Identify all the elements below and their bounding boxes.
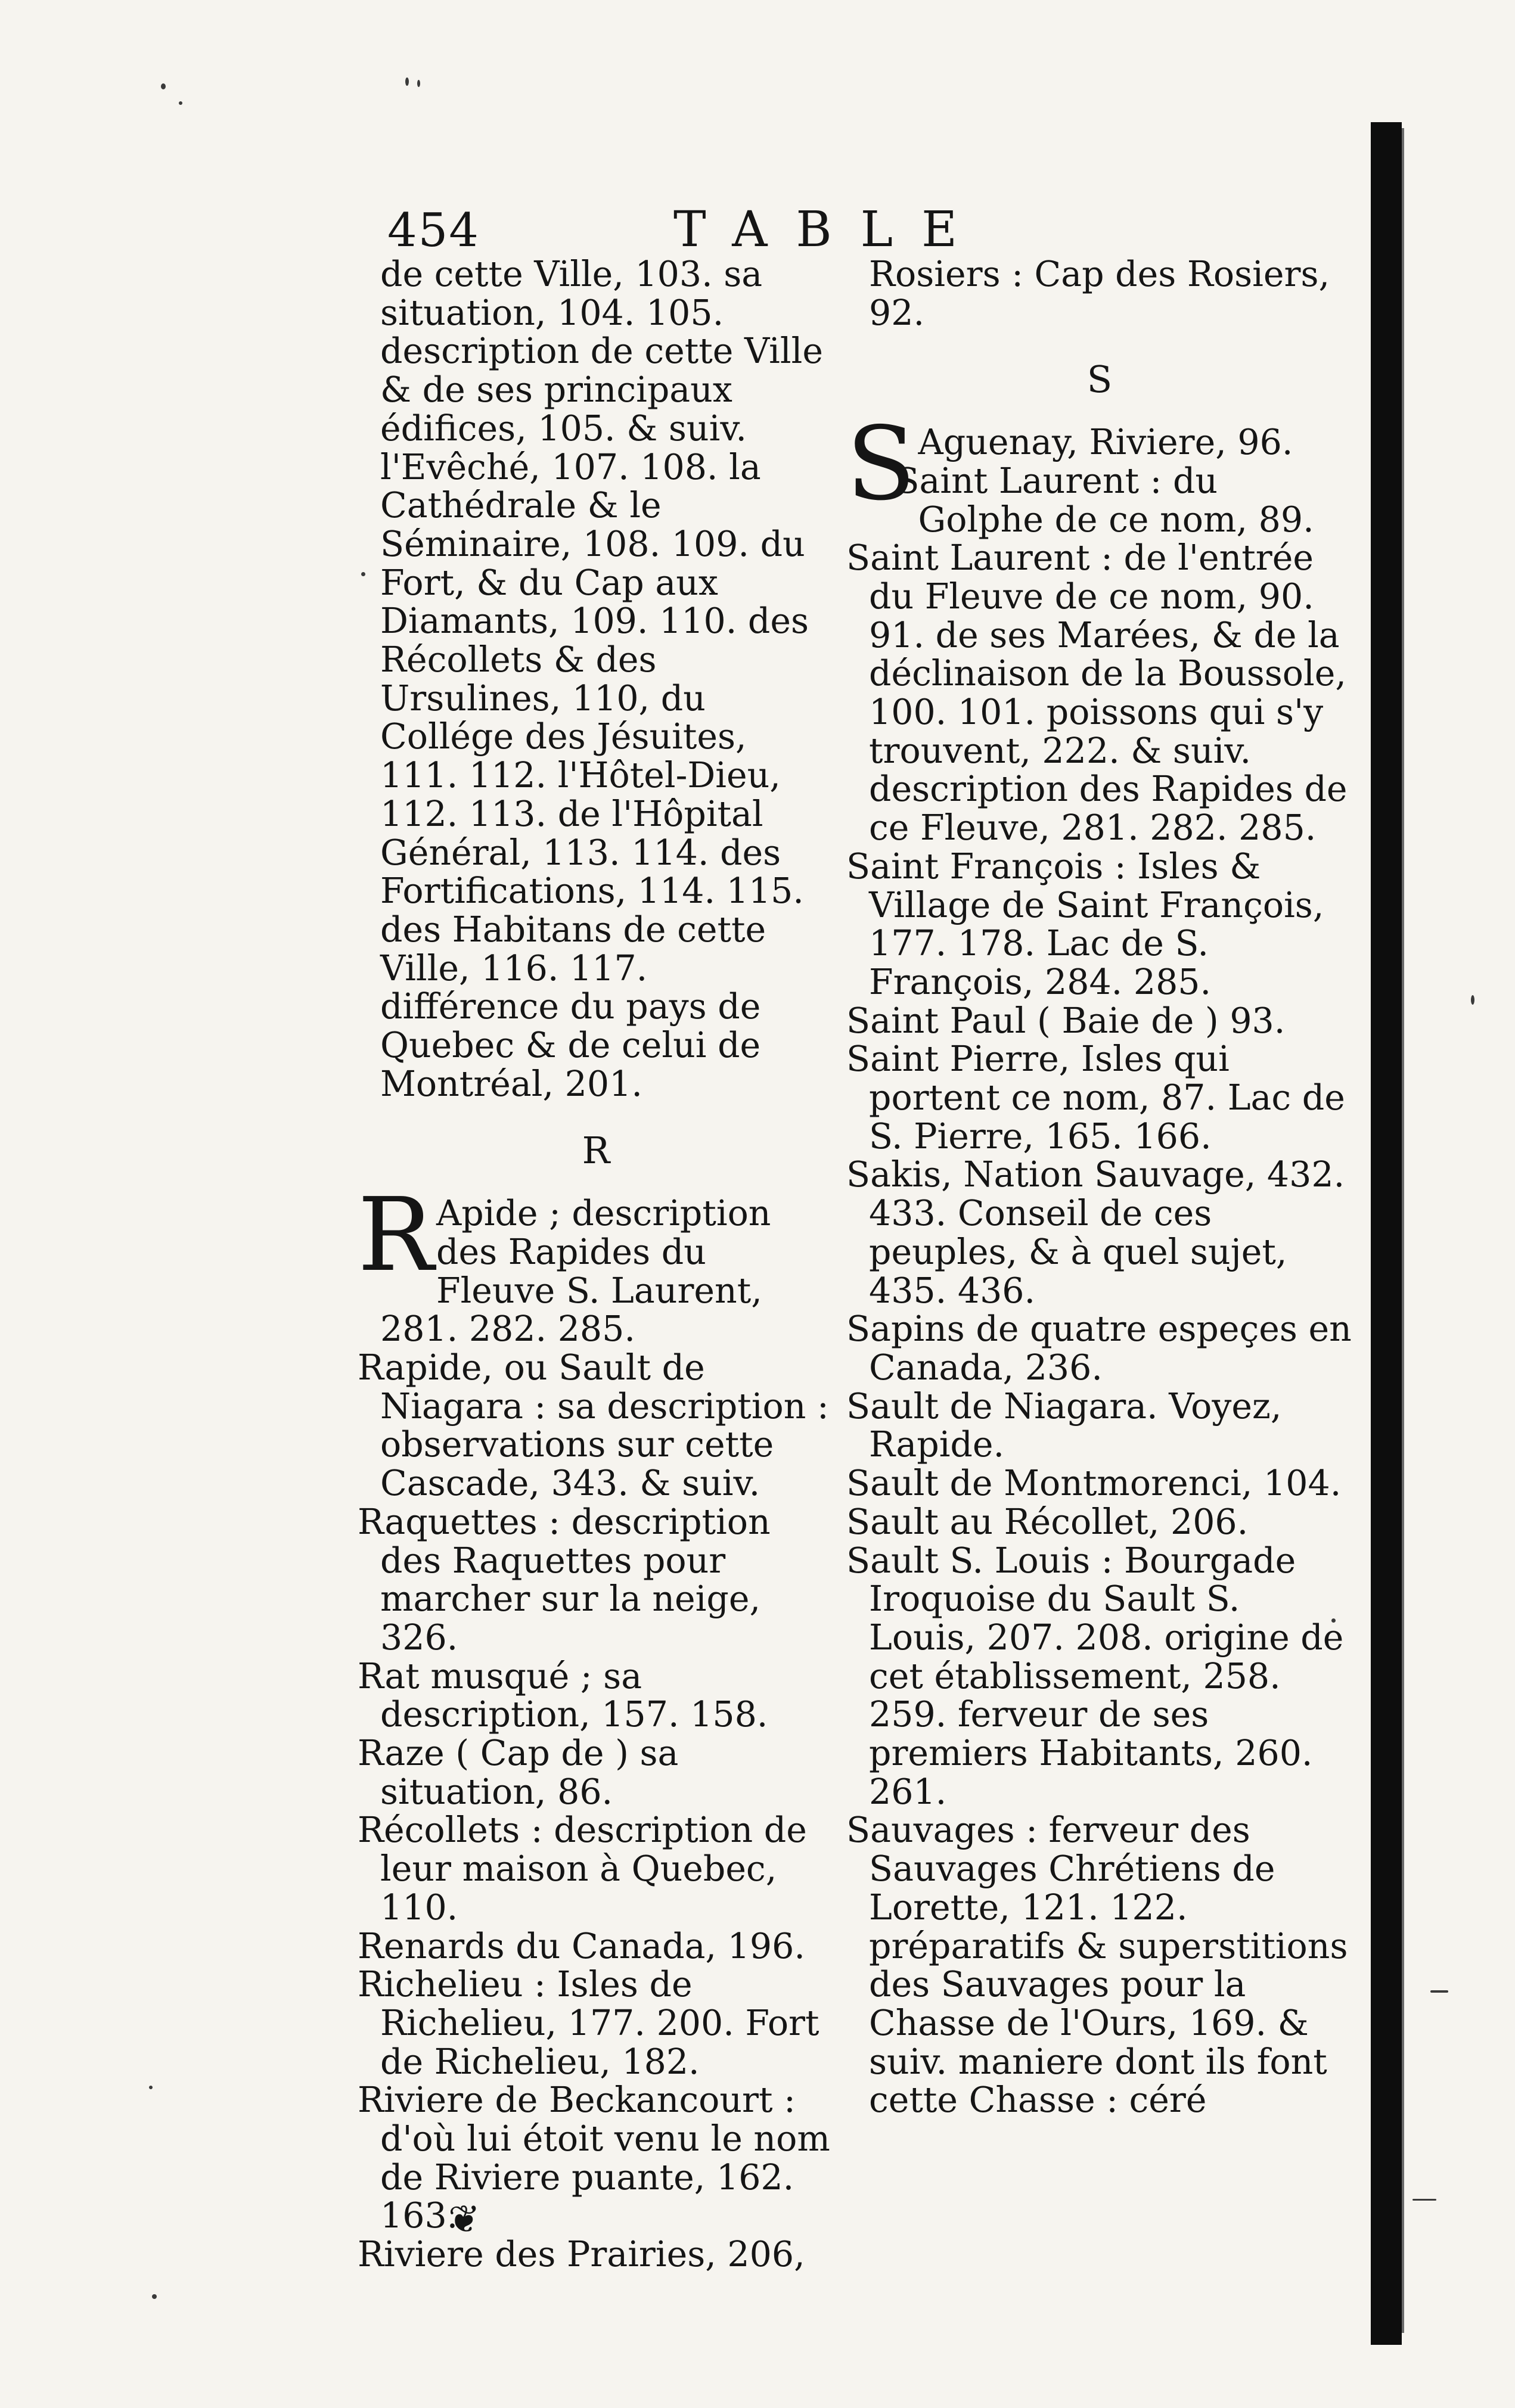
scan-speck: [149, 2086, 153, 2089]
index-entry: Récollets : description de leur maison à Quebec, 110.: [358, 1810, 807, 1928]
scan-speck: [152, 2294, 157, 2299]
index-entry-rapide: [358, 1176, 834, 1350]
index-entry: Sapins de quatre espeçes en Canada, 236.: [846, 1309, 1352, 1388]
scan-speck: [405, 77, 409, 86]
index-entry: Saint Laurent : du Golphe de ce nom, 89.: [895, 460, 1314, 540]
running-head: TABLE: [673, 201, 986, 258]
drop-cap-r: R: [358, 1176, 434, 1295]
scan-edge-shadow-inner: [1402, 128, 1404, 2333]
index-column-right: [846, 255, 1353, 2120]
index-entry: Riviere des Prairies, 206,: [358, 2234, 805, 2275]
fleuron-ornament: ❦: [448, 2198, 480, 2242]
index-entry: Sauvages : ferveur des Sauvages Chrétiens de Lorette, 121. 122. préparatifs & superstitions des Sauvages pour la Chasse de l'Ours, 169. & suiv. maniere dont ils font cette Chasse : céré: [846, 1810, 1348, 2121]
scan-speck: [1412, 2199, 1436, 2201]
index-entry: Saint Paul ( Baie de ) 93.: [846, 1000, 1286, 1041]
scan-speck: [179, 101, 182, 105]
scan-edge-shadow: [1371, 122, 1402, 2345]
page-number: 454: [387, 204, 480, 257]
index-entry: Sault de Montmorenci, 104.: [846, 1463, 1342, 1504]
scan-speck: [417, 80, 420, 87]
index-entry: Riviere de Beckancourt : d'où lui étoit venu le nom de Riviere puante, 162. 163.: [358, 2080, 830, 2236]
index-entry: Rat musqué ; sa description, 157. 158.: [358, 1655, 768, 1735]
index-column-left: [358, 255, 834, 2274]
scan-speck: [1430, 1990, 1448, 1993]
index-entry: Sault S. Louis : Bourgade Iroquoise du Sault S. Louis, 207. 208. origine de cet établissement, 258. 259. ferveur de ses premiers Habitants, 260. 261.: [846, 1540, 1344, 1812]
index-entry: Raze ( Cap de ) sa situation, 86.: [358, 1733, 679, 1812]
section-heading-r: R: [582, 1129, 610, 1173]
scan-speck: [1471, 995, 1474, 1005]
index-entry: Saint Pierre, Isles qui portent ce nom, 87. Lac de S. Pierre, 165. 166.: [846, 1039, 1345, 1157]
index-entry: Renards du Canada, 196.: [358, 1925, 805, 1966]
dropcap-entry-text: Aguenay, Riviere, 96.: [918, 422, 1293, 463]
drop-cap-s: S: [846, 405, 916, 524]
index-entry: Sakis, Nation Sauvage, 432. 433. Conseil de ces peuples, & à quel sujet, 435. 436.: [846, 1154, 1345, 1311]
index-entry: Raquettes : description des Raquettes pour marcher sur la neige, 326.: [358, 1501, 771, 1658]
index-entry: Saint Laurent : de l'entrée du Fleuve de ce nom, 90. 91. de ses Marées, & de la déclinaison de la Boussole, 100. 101. poissons qui s'y trouvent, 222. & suiv. description des Rapides de ce Fleuve, 281. 282. 285.: [846, 537, 1348, 849]
index-entry: Richelieu : Isles de Richelieu, 177. 200. Fort de Richelieu, 182.: [358, 1964, 819, 2082]
index-entry: Sault au Récollet, 206.: [846, 1501, 1249, 1542]
index-entry-continuation: de cette Ville, 103. sa situation, 104. 105. description de cette Ville & de ses principaux édifices, 105. & suiv. l'Evêché, 107. 108. la Cathédrale & le Séminaire, 108. 109. du Fort, & du Cap aux Diamants, 109. 110. des Récollets & des Ursulines, 110, du Collége des Jésuites, 111. 112. l'Hôtel-Dieu, 112. 113. de l'Hôpital Général, 113. 114. des Fortifications, 114. 115. des Habitans de cette Ville, 116. 117. différence du pays de Quebec & de celui de Montréal, 201.: [380, 254, 823, 1104]
index-entry: Rapide, ou Sault de Niagara : sa description : observations sur cette Cascade, 343. & suiv.: [358, 1347, 829, 1504]
index-entry: Saint François : Isles & Village de Saint François, 177. 178. Lac de S. François, 284. 285.: [846, 846, 1324, 1002]
index-entry-rosiers: Rosiers : Cap des Rosiers, 92.: [869, 254, 1330, 333]
dropcap-entry-text: Apide ; description des Rapides du Fleuve S. Laurent, 281. 282. 285.: [380, 1193, 771, 1350]
section-heading-s: S: [1086, 358, 1113, 402]
scan-speck: [161, 83, 166, 89]
index-entry: Sault de Niagara. Voyez, Rapide.: [846, 1385, 1282, 1465]
